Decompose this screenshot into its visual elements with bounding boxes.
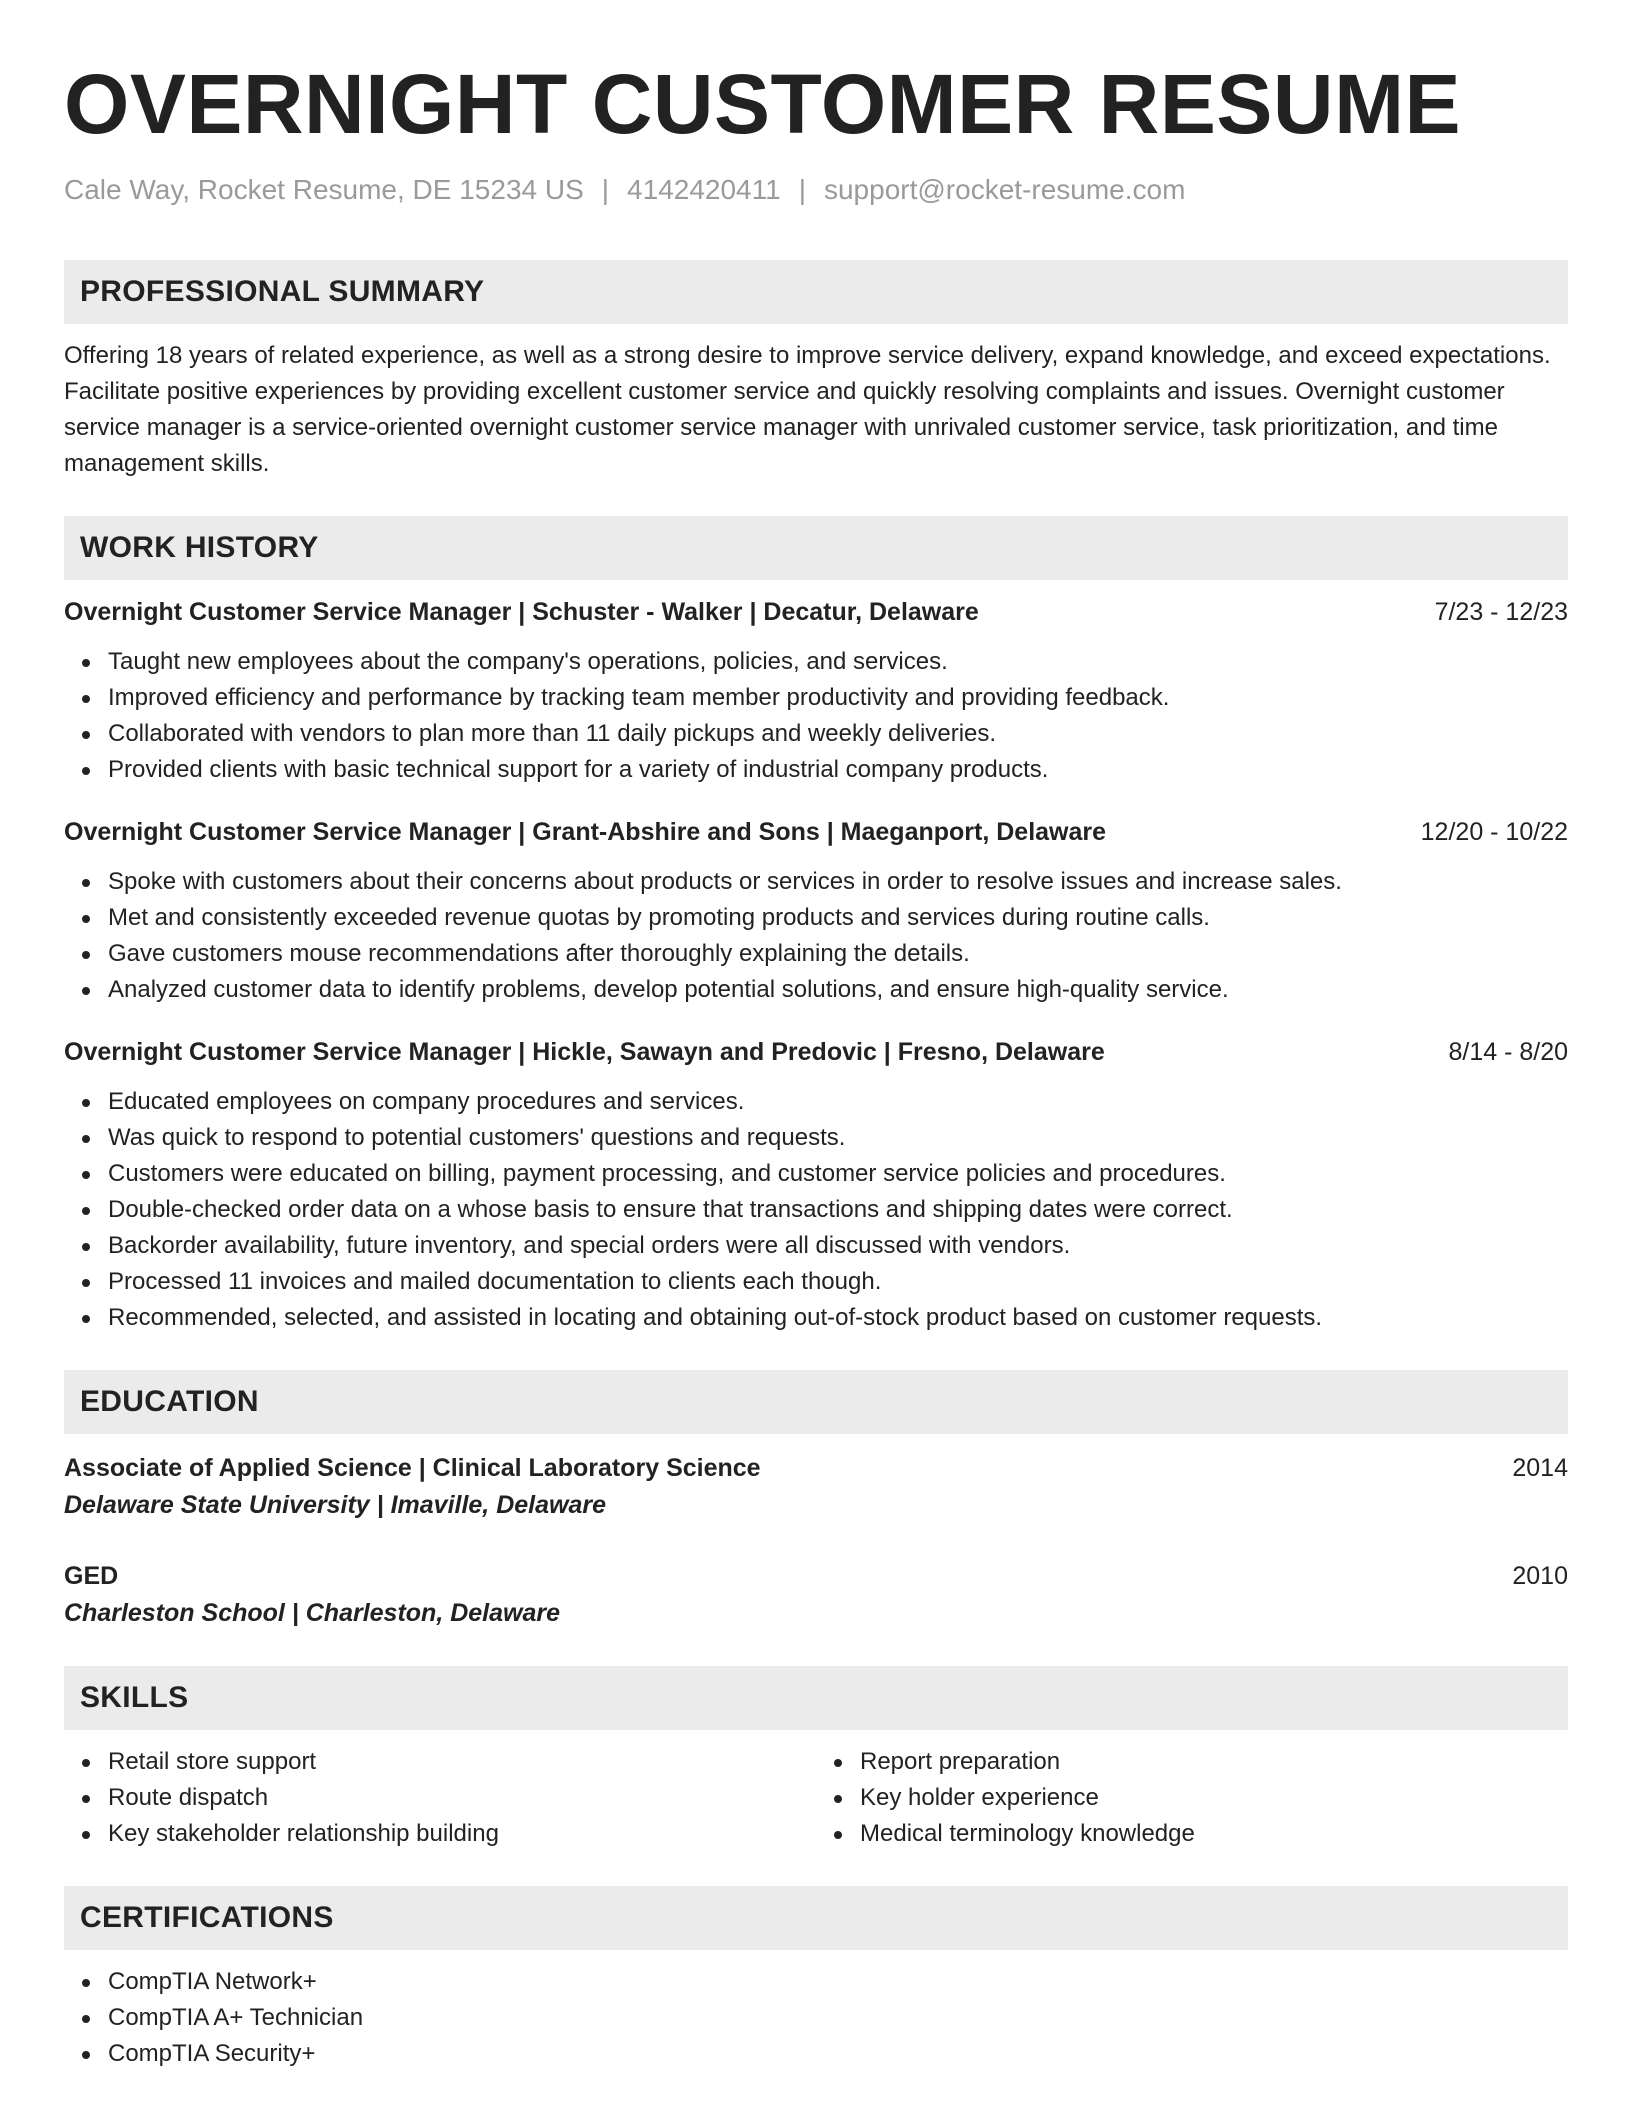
education-header <box>64 1450 1568 1486</box>
education-heading: EDUCATION <box>64 1370 1568 1434</box>
certification-item: CompTIA Security+ <box>108 2036 1568 2072</box>
job-bullet: Collaborated with vendors to plan more than 11 daily pickups and weekly deliveries. <box>108 716 1568 752</box>
job-bullet: Customers were educated on billing, payment processing, and customer service policies and procedures. <box>108 1156 1568 1192</box>
skills-list-left <box>64 1744 816 1852</box>
job-entry <box>64 814 1568 1008</box>
job-bullet: Backorder availability, future inventory, and special orders were all discussed with vendors. <box>108 1228 1568 1264</box>
contact-phone: 4142420411 <box>627 174 781 205</box>
resume-title: OVERNIGHT CUSTOMER RESUME <box>64 57 1462 151</box>
job-dates: 7/23 - 12/23 <box>1434 598 1568 626</box>
job-bullet: Double-checked order data on a whose basis to ensure that transactions and shipping dates were correct. <box>108 1192 1568 1228</box>
job-dates: 8/14 - 8/20 <box>1448 1038 1568 1066</box>
job-bullet: Recommended, selected, and assisted in locating and obtaining out-of-stock product based on customer requests. <box>108 1300 1568 1336</box>
job-bullet: Was quick to respond to potential customers' questions and requests. <box>108 1120 1568 1156</box>
skill-item: Report preparation <box>860 1744 1568 1780</box>
job-bullet: Analyzed customer data to identify problems, develop potential solutions, and ensure high-quality service. <box>108 972 1568 1008</box>
skill-item: Medical terminology knowledge <box>860 1816 1568 1852</box>
job-bullet: Met and consistently exceeded revenue quotas by promoting products and services during routine calls. <box>108 900 1568 936</box>
job-dates: 12/20 - 10/22 <box>1420 818 1568 846</box>
skills-list-right <box>816 1744 1568 1852</box>
certification-item: CompTIA Network+ <box>108 1964 1568 2000</box>
contact-email: support@rocket-resume.com <box>823 174 1186 205</box>
job-title: Overnight Customer Service Manager | Hickle, Sawayn and Predovic | Fresno, Delaware <box>64 1038 1105 1066</box>
education-school: Charleston School | Charleston, Delaware <box>64 1599 561 1627</box>
skill-item: Key stakeholder relationship building <box>108 1816 816 1852</box>
education-degree: GED <box>64 1562 119 1590</box>
work-history-heading: WORK HISTORY <box>64 516 1568 580</box>
certifications-heading: CERTIFICATIONS <box>64 1886 1568 1950</box>
job-title: Overnight Customer Service Manager | Schuster - Walker | Decatur, Delaware <box>64 598 979 626</box>
job-bullets <box>64 644 1568 788</box>
job-entry <box>64 1034 1568 1336</box>
education-year: 2010 <box>1512 1562 1568 1590</box>
job-bullet: Gave customers mouse recommendations after thoroughly explaining the details. <box>108 936 1568 972</box>
certification-item: CompTIA A+ Technician <box>108 2000 1568 2036</box>
job-bullet: Processed 11 invoices and mailed documentation to clients each though. <box>108 1264 1568 1300</box>
job-bullet: Educated employees on company procedures and services. <box>108 1084 1568 1120</box>
education-header <box>64 1558 1568 1594</box>
contact-separator: | <box>798 174 806 205</box>
education-entry <box>64 1558 1568 1632</box>
certifications-list <box>64 1964 1568 2072</box>
skills-heading: SKILLS <box>64 1666 1568 1730</box>
job-header <box>64 594 1568 630</box>
education-entry <box>64 1450 1568 1524</box>
education-school: Delaware State University | Imaville, Delaware <box>64 1491 606 1519</box>
job-bullet: Spoke with customers about their concerns about products or services in order to resolve issues and increase sales. <box>108 864 1568 900</box>
job-entry <box>64 594 1568 788</box>
education-year: 2014 <box>1512 1454 1568 1482</box>
job-title: Overnight Customer Service Manager | Grant-Abshire and Sons | Maeganport, Delaware <box>64 818 1107 846</box>
job-bullet: Improved efficiency and performance by tracking team member productivity and providing feedback. <box>108 680 1568 716</box>
contact-separator: | <box>601 174 610 205</box>
job-bullet: Provided clients with basic technical support for a variety of industrial company products. <box>108 752 1568 788</box>
job-bullets <box>64 1084 1568 1336</box>
summary-heading: PROFESSIONAL SUMMARY <box>64 260 1568 324</box>
education-degree: Associate of Applied Science | Clinical Laboratory Science <box>64 1454 761 1482</box>
skills-columns <box>64 1744 1568 1852</box>
job-bullets <box>64 864 1568 1008</box>
summary-text: Offering 18 years of related experience, as well as a strong desire to improve service delivery, expand knowledge, and exceed expectations. Facilitate positive experiences by providing excellent customer service and quickly resolving complaints and issues. Overnight customer service manager is a service-oriented overnight customer service manager with unrivaled customer service, task prioritization, and time management skills. <box>64 342 1551 477</box>
job-header <box>64 814 1568 850</box>
job-header <box>64 1034 1568 1070</box>
contact-line <box>64 172 1568 208</box>
contact-address: Cale Way, Rocket Resume, DE 15234 US <box>64 174 584 205</box>
skill-item: Retail store support <box>108 1744 816 1780</box>
skill-item: Route dispatch <box>108 1780 816 1816</box>
skill-item: Key holder experience <box>860 1780 1568 1816</box>
job-bullet: Taught new employees about the company's operations, policies, and services. <box>108 644 1568 680</box>
